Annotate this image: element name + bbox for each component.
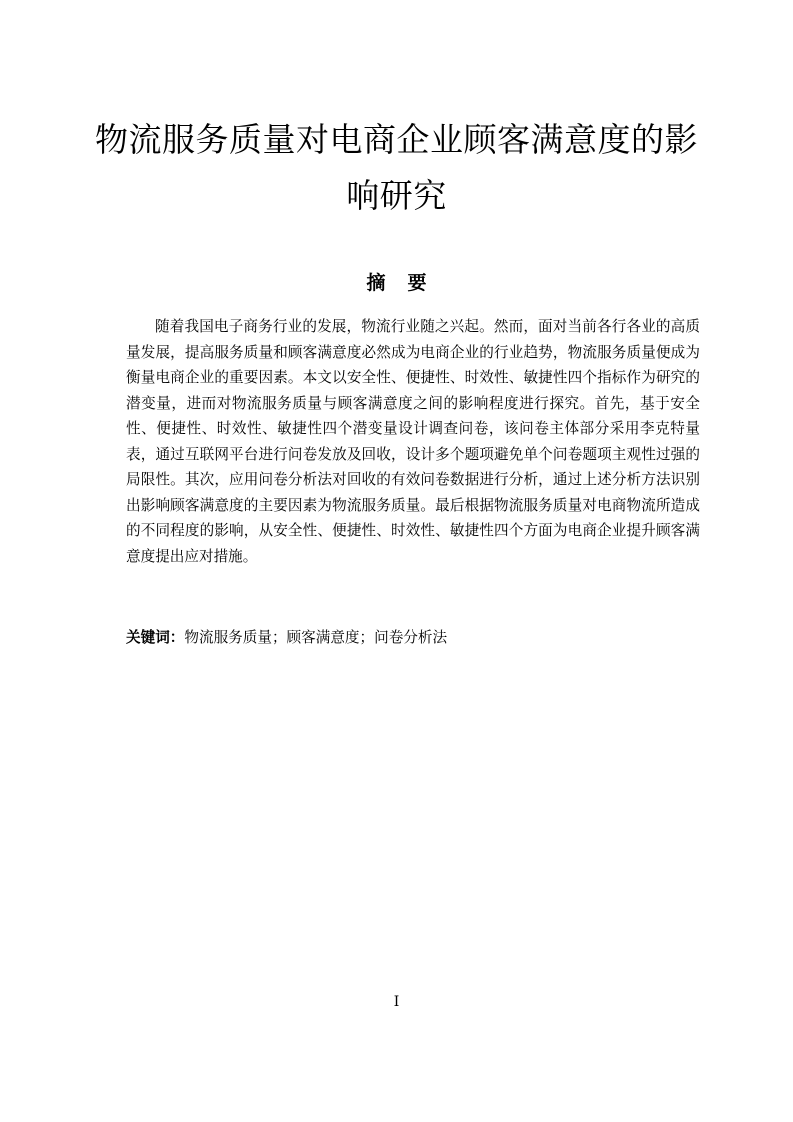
keywords-line (126, 626, 700, 650)
keywords-text: 物流服务质量；顾客满意度；问卷分析法 (184, 629, 448, 646)
abstract-heading: 摘要 (366, 272, 449, 294)
abstract-body: 随着我国电子商务行业的发展，物流行业随之兴起。然而，面对当前各行各业的高质量发展，提高服务质量和顾客满意度必然成为电商企业的行业趋势，物流服务质量便成为衡量电商企业的重要因素。本文以安全性、便捷性、时效性、敏捷性四个指标作为研究的潜变量，进而对物流服务质量与顾客满意度之间的影响程度进行探究。首先，基于安全性、便捷性、时效性、敏捷性四个潜变量设计调查问卷，该问卷主体部分采用李克特量表，通过互联网平台进行问卷发放及回收，设计多个题项避免单个问卷题项主观性过强的局限性。其次，应用问卷分析法对回收的有效问卷数据进行分析，通过上述分析方法识别出影响顾客满意度的主要因素为物流服务质量。最后根据物流服务质量对电商物流所造成的不同程度的影响，从安全性、便捷性、时效性、敏捷性四个方面为电商企业提升顾客满意度提出应对措施。 (126, 318, 700, 565)
keywords-label: 关键词： (126, 629, 185, 646)
page-number: I (393, 994, 400, 1010)
paper-title: 物流服务质量对电商企业顾客满意度的影响研究 (95, 120, 698, 215)
